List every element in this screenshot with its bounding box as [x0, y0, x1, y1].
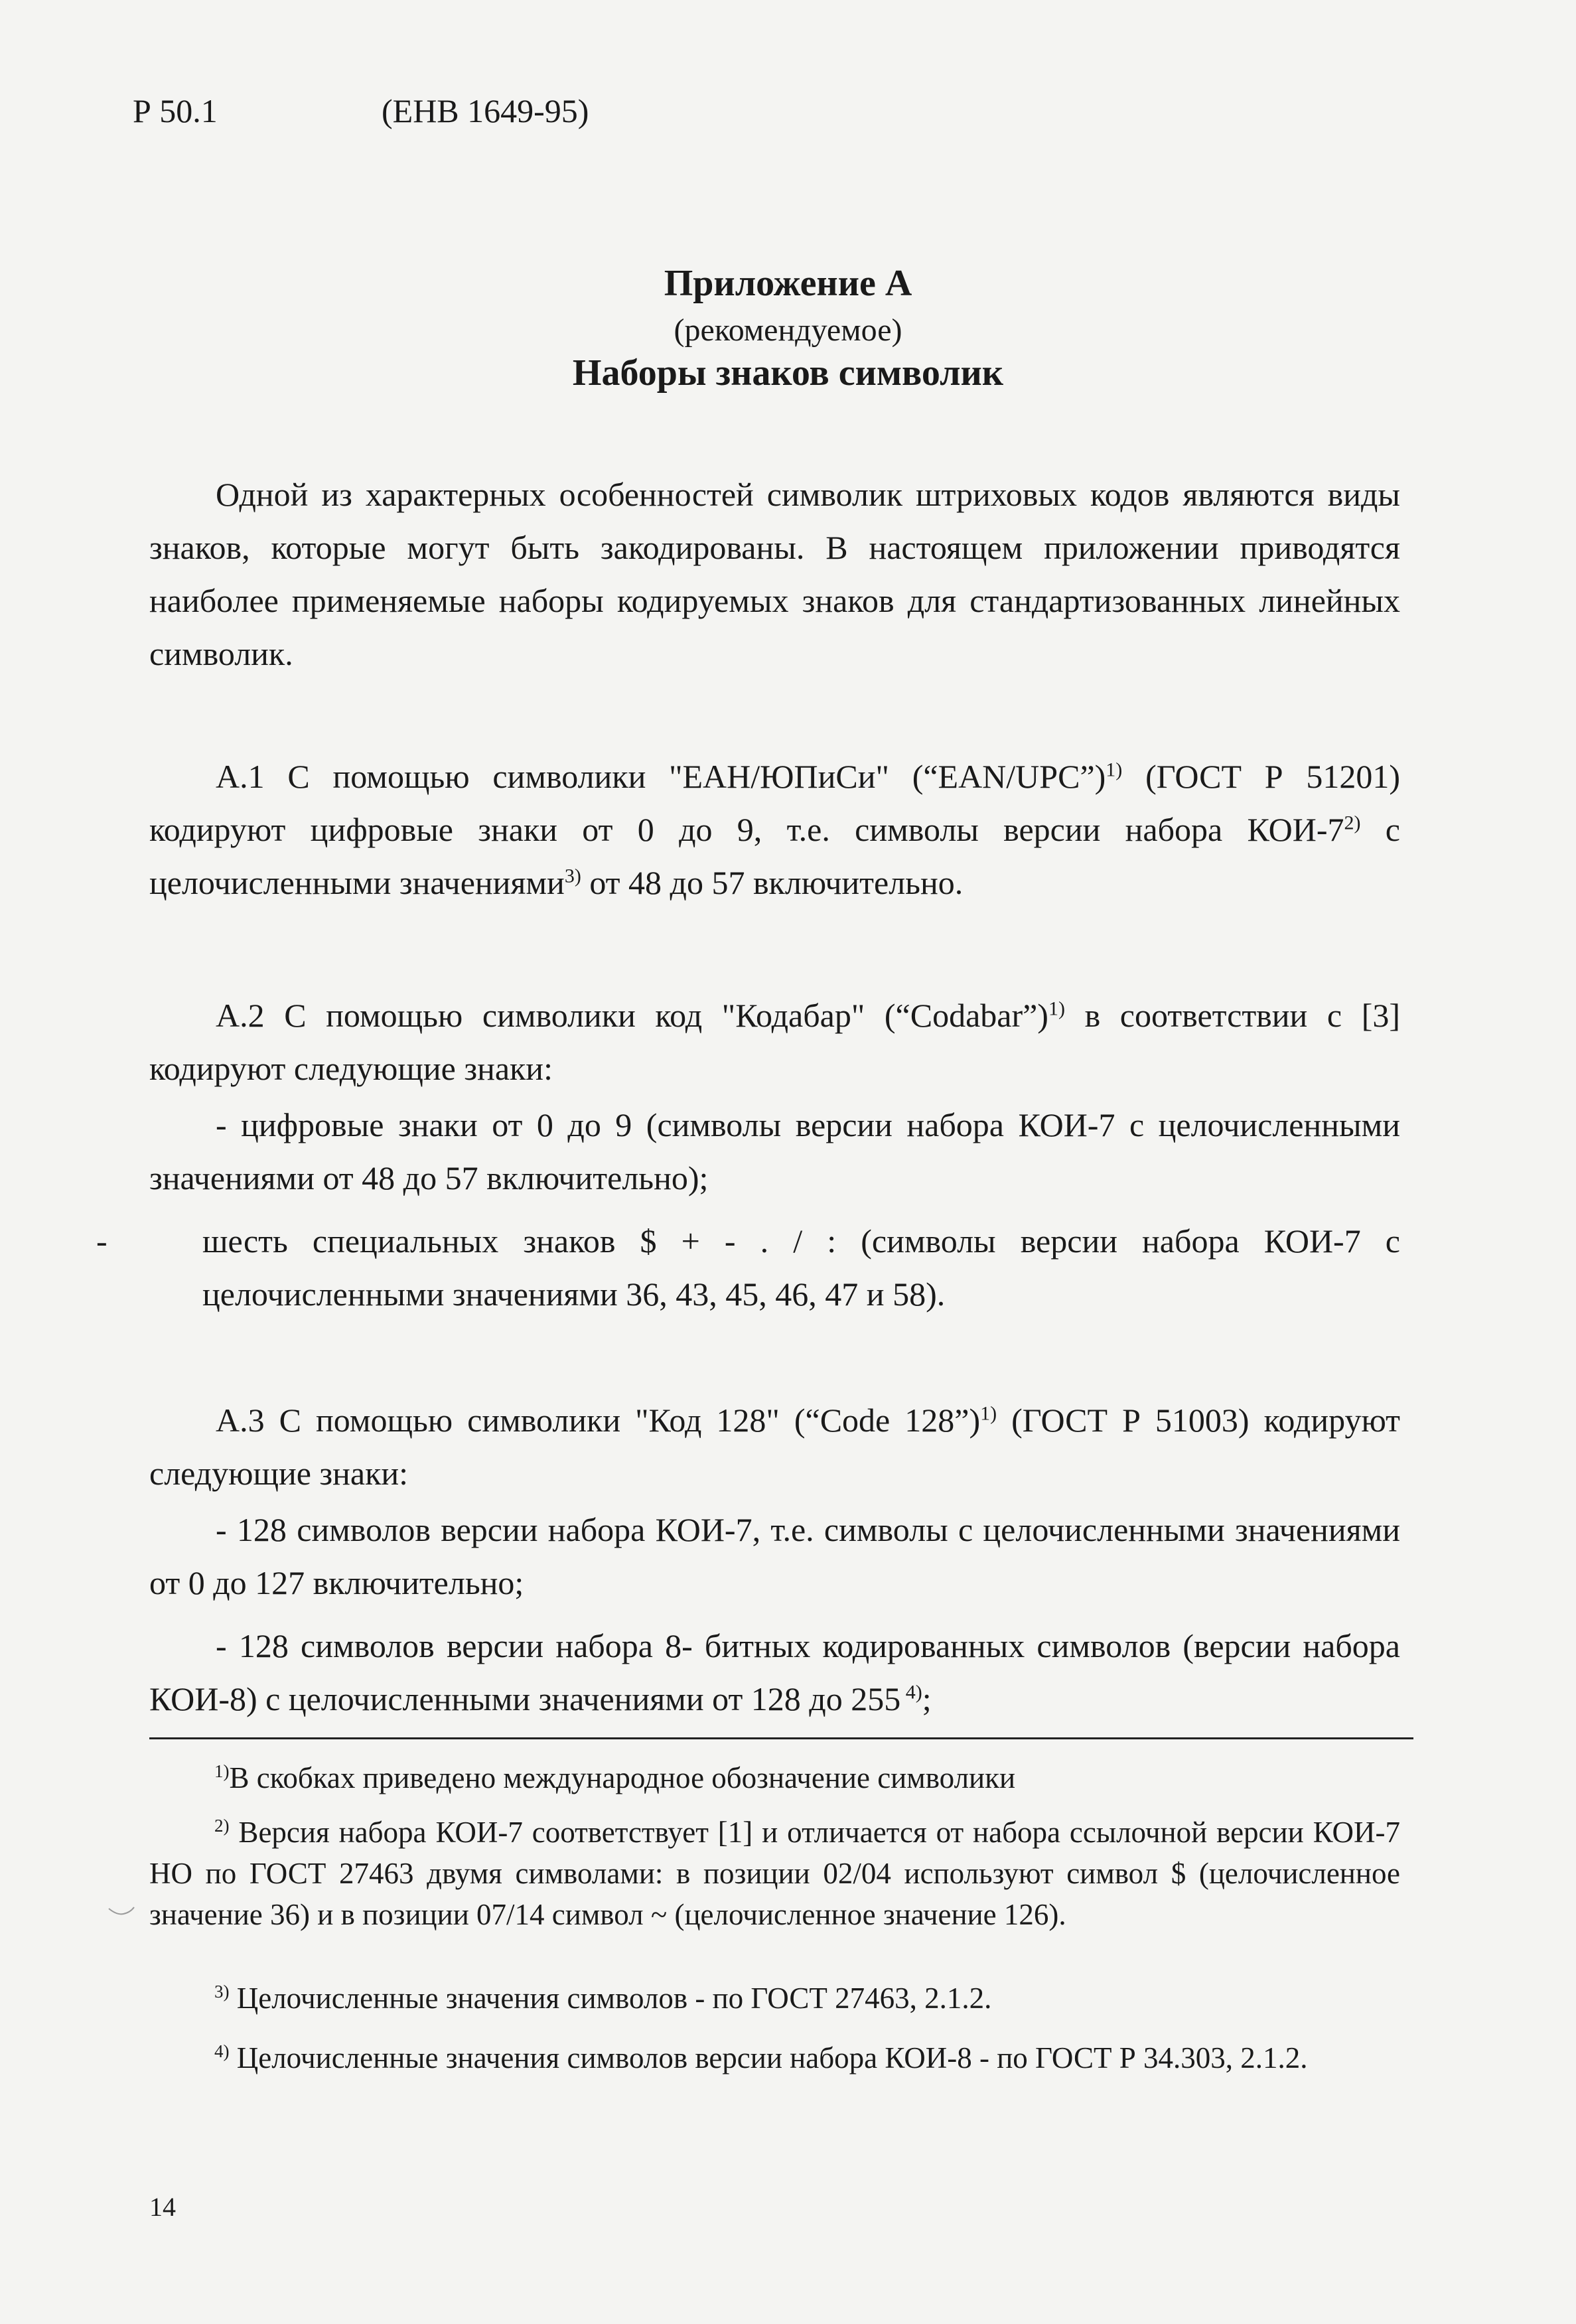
a2-list-item-special: [96, 1214, 1400, 1321]
a1-text-4: от 48 до 57 включительно.: [581, 864, 964, 901]
a3-list-item-koi8: [149, 1619, 1400, 1725]
footnote-2-mark: 2): [214, 1816, 230, 1836]
a2-footnote-ref: 1): [1048, 997, 1065, 1020]
section-a3: [149, 1394, 1400, 1500]
footnote-4-text: Целочисленные значения символов версии набора КОИ-8 - по ГОСТ Р 34.303, 2.1.2.: [229, 2041, 1308, 2074]
a1-footnote-ref-1: 1): [1106, 759, 1123, 781]
a1-text-1: А.1 С помощью символики "ЕАН/ЮПиСи" (“EAN/UPC”): [216, 758, 1106, 795]
a1-footnote-ref-3: 3): [564, 865, 581, 887]
a3-list-item-koi7: - 128 символов версии набора КОИ-7, т.е. символы с целочисленными значениями от 0 до 127 включительно;: [149, 1511, 1400, 1601]
footnote-1-mark: 1): [214, 1761, 230, 1781]
footnote-divider: [149, 1737, 1413, 1739]
a1-footnote-ref-2: 2): [1344, 812, 1361, 834]
appendix-subtitle: (рекомендуемое): [674, 313, 902, 348]
footnote-3-text: Целочисленные значения символов - по ГОСТ 27463, 2.1.2.: [229, 1982, 992, 2015]
footnote-1: [149, 1757, 1400, 1798]
a2-list-item-digits: - цифровые знаки от 0 до 9 (символы версии набора КОИ-7 с целочисленными значениями от 48 до 57 включительно);: [149, 1106, 1400, 1197]
document-reference: (ЕНВ 1649-95): [382, 92, 589, 129]
a2-text-1: А.2 С помощью символики код "Кодабар" (“Codabar”): [216, 997, 1048, 1034]
a2-text-2: в соответствии с [3] кодируют следующие знаки:: [149, 997, 1401, 1087]
a3-text-1: А.3 С помощью символики "Код 128" (“Code 128”): [216, 1402, 981, 1439]
margin-pencil-mark: [107, 1906, 135, 1919]
a3-list-item-koi8-end: ;: [922, 1680, 932, 1717]
a1-text-2: (ГОСТ Р 51201) кодируют цифровые знаки от 0 до 9, т.е. символы версии набора КОИ-7: [149, 758, 1400, 848]
appendix-title: Приложение А: [664, 263, 912, 304]
footnote-3: [149, 1978, 1400, 2019]
list-dash: -: [96, 1222, 107, 1260]
a3-footnote-ref: 1): [980, 1402, 997, 1425]
footnote-4: [149, 2037, 1400, 2078]
document-code: Р 50.1: [133, 92, 218, 129]
footnote-4-mark: 4): [214, 2041, 230, 2061]
footnote-2-text: Версия набора КОИ-7 соответствует [1] и отличается от набора ссылочной версии КОИ-7 НО по ГОСТ 27463 двумя символами: в позиции 02/04 используют символ $ (целочисленное значение 36) и в позиции 07/14 символ ~ (целочисленное значение 126).: [149, 1816, 1400, 1931]
appendix-heading: Наборы знаков символик: [572, 352, 1004, 394]
a3-footnote-ref-4: 4): [900, 1681, 922, 1704]
a3-list-item-koi8-text: - 128 символов версии набора 8- битных кодированных символов (версии набора КОИ-8) с целочисленными значениями от 128 до 255: [149, 1627, 1400, 1717]
section-a1: [149, 750, 1400, 909]
intro-paragraph: [149, 468, 1400, 680]
footnote-1-text: В скобках приведено международное обозначение символики: [229, 1761, 1016, 1794]
footnote-2: [149, 1812, 1400, 1935]
intro-text: Одной из характерных особенностей символик штриховых кодов являются виды знаков, которые могут быть закодированы. В настоящем приложении приводятся наиболее применяемые наборы кодируемых знаков для стандартизованных линейных символик.: [149, 476, 1400, 672]
page-number: 14: [149, 2192, 176, 2222]
a2-list-item-special-text: шесть специальных знаков $ + - . / : (символы версии набора КОИ-7 с целочисленными значениями 36, 43, 45, 46, 47 и 58).: [202, 1222, 1400, 1313]
footnote-3-mark: 3): [214, 1982, 230, 2001]
a3-text-2: (ГОСТ Р 51003) кодируют следующие знаки:: [149, 1402, 1400, 1492]
section-a2: [149, 989, 1400, 1095]
a1-text-3: с целочисленными значениями: [149, 811, 1400, 901]
